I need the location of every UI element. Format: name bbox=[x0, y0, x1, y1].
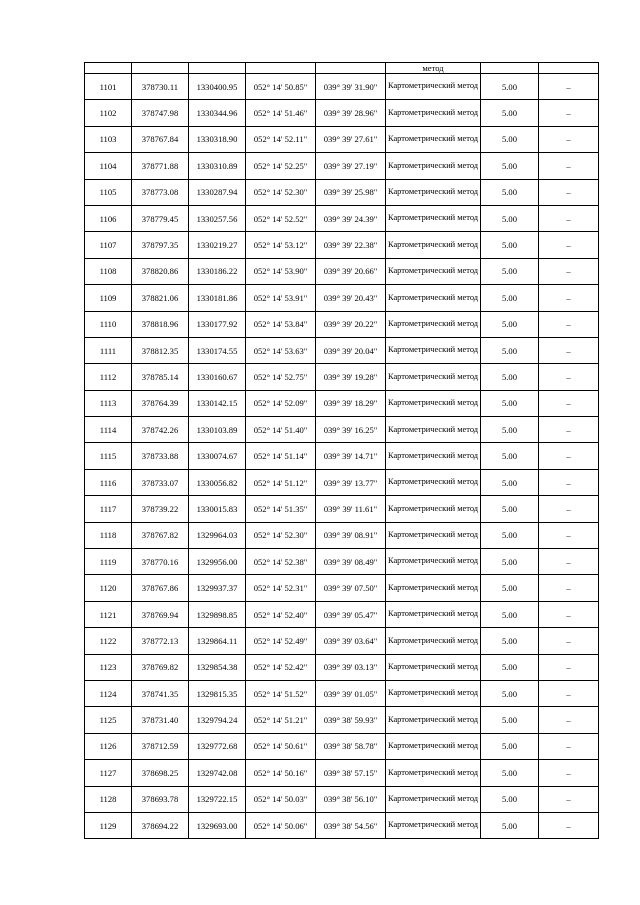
longitude-cell: 039° 39' 11.61" bbox=[316, 496, 386, 522]
x-coordinate-cell: 378812.35 bbox=[132, 337, 189, 363]
description-cell: – bbox=[539, 364, 599, 390]
table-row bbox=[85, 812, 599, 838]
point-number-cell: 1107 bbox=[85, 232, 132, 258]
longitude-cell: 039° 39' 13.77" bbox=[316, 469, 386, 495]
method-cell: Картометрический метод bbox=[386, 390, 481, 416]
table-row bbox=[85, 153, 599, 179]
accuracy-cell: 5.00 bbox=[481, 285, 539, 311]
method-cell: Картометрический метод bbox=[386, 74, 481, 100]
method-cell: Картометрический метод bbox=[386, 575, 481, 601]
x-coordinate-cell: 378731.40 bbox=[132, 707, 189, 733]
longitude-cell: 039° 39' 20.66" bbox=[316, 258, 386, 284]
latitude-cell: 052° 14' 50.03" bbox=[246, 786, 316, 812]
table-row bbox=[85, 575, 599, 601]
latitude-cell: 052° 14' 52.30" bbox=[246, 522, 316, 548]
table-row bbox=[85, 707, 599, 733]
point-number-cell: 1110 bbox=[85, 311, 132, 337]
x-coordinate-cell: 378818.96 bbox=[132, 311, 189, 337]
point-number-cell: 1119 bbox=[85, 549, 132, 575]
longitude-cell: 039° 39' 20.43" bbox=[316, 285, 386, 311]
longitude-cell: 039° 39' 08.91" bbox=[316, 522, 386, 548]
y-coordinate-cell: 1329937.37 bbox=[189, 575, 246, 601]
point-number-cell: 1113 bbox=[85, 390, 132, 416]
latitude-cell: 052° 14' 52.42" bbox=[246, 654, 316, 680]
y-coordinate-cell: 1330181.86 bbox=[189, 285, 246, 311]
description-cell: – bbox=[539, 496, 599, 522]
table-cell bbox=[316, 63, 386, 74]
method-cell: метод bbox=[386, 63, 481, 74]
y-coordinate-cell: 1330142.15 bbox=[189, 390, 246, 416]
accuracy-cell: 5.00 bbox=[481, 417, 539, 443]
longitude-cell: 039° 38' 54.56" bbox=[316, 812, 386, 838]
accuracy-cell: 5.00 bbox=[481, 654, 539, 680]
table-row bbox=[85, 285, 599, 311]
description-cell: – bbox=[539, 390, 599, 416]
y-coordinate-cell: 1329898.85 bbox=[189, 601, 246, 627]
x-coordinate-cell: 378767.82 bbox=[132, 522, 189, 548]
accuracy-cell: 5.00 bbox=[481, 153, 539, 179]
x-coordinate-cell: 378739.22 bbox=[132, 496, 189, 522]
method-cell: Картометрический метод bbox=[386, 549, 481, 575]
x-coordinate-cell: 378693.78 bbox=[132, 786, 189, 812]
point-number-cell: 1128 bbox=[85, 786, 132, 812]
latitude-cell: 052° 14' 53.84" bbox=[246, 311, 316, 337]
description-cell: – bbox=[539, 575, 599, 601]
table-row bbox=[85, 417, 599, 443]
table-row bbox=[85, 680, 599, 706]
method-cell: Картометрический метод bbox=[386, 654, 481, 680]
method-cell: Картометрический метод bbox=[386, 153, 481, 179]
latitude-cell: 052° 14' 51.21" bbox=[246, 707, 316, 733]
table-row bbox=[85, 232, 599, 258]
y-coordinate-cell: 1329794.24 bbox=[189, 707, 246, 733]
method-cell: Картометрический метод bbox=[386, 443, 481, 469]
point-number-cell: 1126 bbox=[85, 733, 132, 759]
longitude-cell: 039° 39' 27.61" bbox=[316, 126, 386, 152]
point-number-cell: 1127 bbox=[85, 760, 132, 786]
method-cell: Картометрический метод bbox=[386, 628, 481, 654]
method-cell: Картометрический метод bbox=[386, 680, 481, 706]
point-number-cell: 1115 bbox=[85, 443, 132, 469]
description-cell: – bbox=[539, 680, 599, 706]
latitude-cell: 052° 14' 52.11" bbox=[246, 126, 316, 152]
latitude-cell: 052° 14' 52.09" bbox=[246, 390, 316, 416]
longitude-cell: 039° 39' 01.05" bbox=[316, 680, 386, 706]
table-cell bbox=[481, 63, 539, 74]
table-row bbox=[85, 496, 599, 522]
latitude-cell: 052° 14' 52.30" bbox=[246, 179, 316, 205]
x-coordinate-cell: 378733.88 bbox=[132, 443, 189, 469]
accuracy-cell: 5.00 bbox=[481, 337, 539, 363]
latitude-cell: 052° 14' 52.75" bbox=[246, 364, 316, 390]
table-row bbox=[85, 522, 599, 548]
table-row bbox=[85, 126, 599, 152]
longitude-cell: 039° 39' 20.22" bbox=[316, 311, 386, 337]
accuracy-cell: 5.00 bbox=[481, 733, 539, 759]
table-cell bbox=[246, 63, 316, 74]
method-cell: Картометрический метод bbox=[386, 258, 481, 284]
point-number-cell: 1120 bbox=[85, 575, 132, 601]
y-coordinate-cell: 1330177.92 bbox=[189, 311, 246, 337]
accuracy-cell: 5.00 bbox=[481, 812, 539, 838]
latitude-cell: 052° 14' 50.16" bbox=[246, 760, 316, 786]
table-row bbox=[85, 549, 599, 575]
y-coordinate-cell: 1330257.56 bbox=[189, 205, 246, 231]
description-cell: – bbox=[539, 707, 599, 733]
description-cell: – bbox=[539, 153, 599, 179]
table-row bbox=[85, 311, 599, 337]
point-number-cell: 1108 bbox=[85, 258, 132, 284]
accuracy-cell: 5.00 bbox=[481, 258, 539, 284]
latitude-cell: 052° 14' 50.61" bbox=[246, 733, 316, 759]
description-cell: – bbox=[539, 100, 599, 126]
y-coordinate-cell: 1329964.03 bbox=[189, 522, 246, 548]
y-coordinate-cell: 1330219.27 bbox=[189, 232, 246, 258]
description-cell: – bbox=[539, 628, 599, 654]
x-coordinate-cell: 378771.88 bbox=[132, 153, 189, 179]
description-cell: – bbox=[539, 549, 599, 575]
method-cell: Картометрический метод bbox=[386, 812, 481, 838]
longitude-cell: 039° 39' 24.39" bbox=[316, 205, 386, 231]
latitude-cell: 052° 14' 50.06" bbox=[246, 812, 316, 838]
table-row bbox=[85, 258, 599, 284]
latitude-cell: 052° 14' 52.31" bbox=[246, 575, 316, 601]
method-cell: Картометрический метод bbox=[386, 496, 481, 522]
point-number-cell: 1105 bbox=[85, 179, 132, 205]
longitude-cell: 039° 38' 56.10" bbox=[316, 786, 386, 812]
point-number-cell: 1122 bbox=[85, 628, 132, 654]
latitude-cell: 052° 14' 52.40" bbox=[246, 601, 316, 627]
x-coordinate-cell: 378747.98 bbox=[132, 100, 189, 126]
y-coordinate-cell: 1329815.35 bbox=[189, 680, 246, 706]
coordinates-table bbox=[84, 62, 599, 839]
y-coordinate-cell: 1329742.08 bbox=[189, 760, 246, 786]
longitude-cell: 039° 39' 19.28" bbox=[316, 364, 386, 390]
y-coordinate-cell: 1330318.90 bbox=[189, 126, 246, 152]
y-coordinate-cell: 1330074.67 bbox=[189, 443, 246, 469]
description-cell: – bbox=[539, 417, 599, 443]
accuracy-cell: 5.00 bbox=[481, 760, 539, 786]
x-coordinate-cell: 378779.45 bbox=[132, 205, 189, 231]
table-cell bbox=[132, 63, 189, 74]
description-cell: – bbox=[539, 126, 599, 152]
longitude-cell: 039° 39' 03.13" bbox=[316, 654, 386, 680]
x-coordinate-cell: 378742.26 bbox=[132, 417, 189, 443]
y-coordinate-cell: 1329693.00 bbox=[189, 812, 246, 838]
description-cell: – bbox=[539, 337, 599, 363]
description-cell: – bbox=[539, 469, 599, 495]
longitude-cell: 039° 39' 25.98" bbox=[316, 179, 386, 205]
accuracy-cell: 5.00 bbox=[481, 601, 539, 627]
latitude-cell: 052° 14' 53.91" bbox=[246, 285, 316, 311]
x-coordinate-cell: 378821.06 bbox=[132, 285, 189, 311]
longitude-cell: 039° 39' 16.25" bbox=[316, 417, 386, 443]
table-row bbox=[85, 74, 599, 100]
continuation-row bbox=[85, 63, 599, 74]
latitude-cell: 052° 14' 53.63" bbox=[246, 337, 316, 363]
point-number-cell: 1124 bbox=[85, 680, 132, 706]
x-coordinate-cell: 378770.16 bbox=[132, 549, 189, 575]
point-number-cell: 1106 bbox=[85, 205, 132, 231]
accuracy-cell: 5.00 bbox=[481, 443, 539, 469]
accuracy-cell: 5.00 bbox=[481, 390, 539, 416]
method-cell: Картометрический метод bbox=[386, 760, 481, 786]
description-cell: – bbox=[539, 232, 599, 258]
point-number-cell: 1116 bbox=[85, 469, 132, 495]
method-cell: Картометрический метод bbox=[386, 100, 481, 126]
description-cell: – bbox=[539, 760, 599, 786]
accuracy-cell: 5.00 bbox=[481, 74, 539, 100]
point-number-cell: 1117 bbox=[85, 496, 132, 522]
accuracy-cell: 5.00 bbox=[481, 575, 539, 601]
accuracy-cell: 5.00 bbox=[481, 786, 539, 812]
table-row bbox=[85, 205, 599, 231]
point-number-cell: 1111 bbox=[85, 337, 132, 363]
accuracy-cell: 5.00 bbox=[481, 364, 539, 390]
x-coordinate-cell: 378698.25 bbox=[132, 760, 189, 786]
y-coordinate-cell: 1330400.95 bbox=[189, 74, 246, 100]
x-coordinate-cell: 378769.94 bbox=[132, 601, 189, 627]
table-row bbox=[85, 601, 599, 627]
method-cell: Картометрический метод bbox=[386, 522, 481, 548]
table-row bbox=[85, 733, 599, 759]
y-coordinate-cell: 1330287.94 bbox=[189, 179, 246, 205]
description-cell: – bbox=[539, 205, 599, 231]
accuracy-cell: 5.00 bbox=[481, 628, 539, 654]
point-number-cell: 1121 bbox=[85, 601, 132, 627]
accuracy-cell: 5.00 bbox=[481, 179, 539, 205]
table-row bbox=[85, 337, 599, 363]
description-cell: – bbox=[539, 443, 599, 469]
longitude-cell: 039° 39' 31.90" bbox=[316, 74, 386, 100]
description-cell: – bbox=[539, 654, 599, 680]
accuracy-cell: 5.00 bbox=[481, 680, 539, 706]
description-cell: – bbox=[539, 601, 599, 627]
latitude-cell: 052° 14' 53.90" bbox=[246, 258, 316, 284]
latitude-cell: 052° 14' 51.52" bbox=[246, 680, 316, 706]
longitude-cell: 039° 38' 57.15" bbox=[316, 760, 386, 786]
x-coordinate-cell: 378733.07 bbox=[132, 469, 189, 495]
method-cell: Картометрический метод bbox=[386, 707, 481, 733]
table-row bbox=[85, 786, 599, 812]
method-cell: Картометрический метод bbox=[386, 337, 481, 363]
method-cell: Картометрический метод bbox=[386, 417, 481, 443]
point-number-cell: 1112 bbox=[85, 364, 132, 390]
longitude-cell: 039° 39' 28.96" bbox=[316, 100, 386, 126]
y-coordinate-cell: 1330160.67 bbox=[189, 364, 246, 390]
point-number-cell: 1123 bbox=[85, 654, 132, 680]
x-coordinate-cell: 378741.35 bbox=[132, 680, 189, 706]
table-cell bbox=[189, 63, 246, 74]
longitude-cell: 039° 39' 20.04" bbox=[316, 337, 386, 363]
method-cell: Картометрический метод bbox=[386, 786, 481, 812]
method-cell: Картометрический метод bbox=[386, 126, 481, 152]
x-coordinate-cell: 378769.82 bbox=[132, 654, 189, 680]
y-coordinate-cell: 1329722.15 bbox=[189, 786, 246, 812]
accuracy-cell: 5.00 bbox=[481, 469, 539, 495]
latitude-cell: 052° 14' 51.12" bbox=[246, 469, 316, 495]
y-coordinate-cell: 1329956.00 bbox=[189, 549, 246, 575]
y-coordinate-cell: 1329864.11 bbox=[189, 628, 246, 654]
latitude-cell: 052° 14' 52.38" bbox=[246, 549, 316, 575]
longitude-cell: 039° 39' 07.50" bbox=[316, 575, 386, 601]
method-cell: Картометрический метод bbox=[386, 179, 481, 205]
accuracy-cell: 5.00 bbox=[481, 496, 539, 522]
y-coordinate-cell: 1330186.22 bbox=[189, 258, 246, 284]
y-coordinate-cell: 1330015.83 bbox=[189, 496, 246, 522]
table-cell bbox=[539, 63, 599, 74]
point-number-cell: 1129 bbox=[85, 812, 132, 838]
point-number-cell: 1118 bbox=[85, 522, 132, 548]
x-coordinate-cell: 378772.13 bbox=[132, 628, 189, 654]
method-cell: Картометрический метод bbox=[386, 285, 481, 311]
accuracy-cell: 5.00 bbox=[481, 232, 539, 258]
x-coordinate-cell: 378785.14 bbox=[132, 364, 189, 390]
y-coordinate-cell: 1329854.38 bbox=[189, 654, 246, 680]
y-coordinate-cell: 1330344.96 bbox=[189, 100, 246, 126]
table-row bbox=[85, 628, 599, 654]
latitude-cell: 052° 14' 51.35" bbox=[246, 496, 316, 522]
point-number-cell: 1104 bbox=[85, 153, 132, 179]
x-coordinate-cell: 378797.35 bbox=[132, 232, 189, 258]
x-coordinate-cell: 378730.11 bbox=[132, 74, 189, 100]
y-coordinate-cell: 1330056.82 bbox=[189, 469, 246, 495]
accuracy-cell: 5.00 bbox=[481, 126, 539, 152]
latitude-cell: 052° 14' 50.85" bbox=[246, 74, 316, 100]
longitude-cell: 039° 39' 08.49" bbox=[316, 549, 386, 575]
point-number-cell: 1114 bbox=[85, 417, 132, 443]
y-coordinate-cell: 1330174.55 bbox=[189, 337, 246, 363]
longitude-cell: 039° 39' 18.29" bbox=[316, 390, 386, 416]
longitude-cell: 039° 39' 22.38" bbox=[316, 232, 386, 258]
longitude-cell: 039° 38' 59.93" bbox=[316, 707, 386, 733]
method-cell: Картометрический метод bbox=[386, 311, 481, 337]
method-cell: Картометрический метод bbox=[386, 469, 481, 495]
x-coordinate-cell: 378767.86 bbox=[132, 575, 189, 601]
description-cell: – bbox=[539, 522, 599, 548]
table-row bbox=[85, 100, 599, 126]
description-cell: – bbox=[539, 179, 599, 205]
table-cell bbox=[85, 63, 132, 74]
longitude-cell: 039° 38' 58.78" bbox=[316, 733, 386, 759]
latitude-cell: 052° 14' 51.14" bbox=[246, 443, 316, 469]
latitude-cell: 052° 14' 52.52" bbox=[246, 205, 316, 231]
accuracy-cell: 5.00 bbox=[481, 100, 539, 126]
x-coordinate-cell: 378820.86 bbox=[132, 258, 189, 284]
latitude-cell: 052° 14' 52.49" bbox=[246, 628, 316, 654]
x-coordinate-cell: 378712.59 bbox=[132, 733, 189, 759]
y-coordinate-cell: 1330103.89 bbox=[189, 417, 246, 443]
method-cell: Картометрический метод bbox=[386, 205, 481, 231]
description-cell: – bbox=[539, 786, 599, 812]
description-cell: – bbox=[539, 258, 599, 284]
x-coordinate-cell: 378767.84 bbox=[132, 126, 189, 152]
latitude-cell: 052° 14' 51.46" bbox=[246, 100, 316, 126]
method-cell: Картометрический метод bbox=[386, 364, 481, 390]
table-row bbox=[85, 443, 599, 469]
table-row bbox=[85, 469, 599, 495]
latitude-cell: 052° 14' 52.25" bbox=[246, 153, 316, 179]
longitude-cell: 039° 39' 14.71" bbox=[316, 443, 386, 469]
description-cell: – bbox=[539, 733, 599, 759]
table-row bbox=[85, 179, 599, 205]
description-cell: – bbox=[539, 285, 599, 311]
point-number-cell: 1103 bbox=[85, 126, 132, 152]
point-number-cell: 1101 bbox=[85, 74, 132, 100]
method-cell: Картометрический метод bbox=[386, 733, 481, 759]
latitude-cell: 052° 14' 51.40" bbox=[246, 417, 316, 443]
point-number-cell: 1125 bbox=[85, 707, 132, 733]
y-coordinate-cell: 1330310.89 bbox=[189, 153, 246, 179]
point-number-cell: 1109 bbox=[85, 285, 132, 311]
x-coordinate-cell: 378773.08 bbox=[132, 179, 189, 205]
accuracy-cell: 5.00 bbox=[481, 549, 539, 575]
accuracy-cell: 5.00 bbox=[481, 205, 539, 231]
accuracy-cell: 5.00 bbox=[481, 311, 539, 337]
y-coordinate-cell: 1329772.68 bbox=[189, 733, 246, 759]
table-row bbox=[85, 390, 599, 416]
x-coordinate-cell: 378694.22 bbox=[132, 812, 189, 838]
table-row bbox=[85, 760, 599, 786]
description-cell: – bbox=[539, 812, 599, 838]
description-cell: – bbox=[539, 311, 599, 337]
accuracy-cell: 5.00 bbox=[481, 522, 539, 548]
longitude-cell: 039° 39' 05.47" bbox=[316, 601, 386, 627]
accuracy-cell: 5.00 bbox=[481, 707, 539, 733]
table-row bbox=[85, 364, 599, 390]
method-cell: Картометрический метод bbox=[386, 232, 481, 258]
longitude-cell: 039° 39' 03.64" bbox=[316, 628, 386, 654]
point-number-cell: 1102 bbox=[85, 100, 132, 126]
description-cell: – bbox=[539, 74, 599, 100]
table-row bbox=[85, 654, 599, 680]
longitude-cell: 039° 39' 27.19" bbox=[316, 153, 386, 179]
method-cell: Картометрический метод bbox=[386, 601, 481, 627]
latitude-cell: 052° 14' 53.12" bbox=[246, 232, 316, 258]
x-coordinate-cell: 378764.39 bbox=[132, 390, 189, 416]
